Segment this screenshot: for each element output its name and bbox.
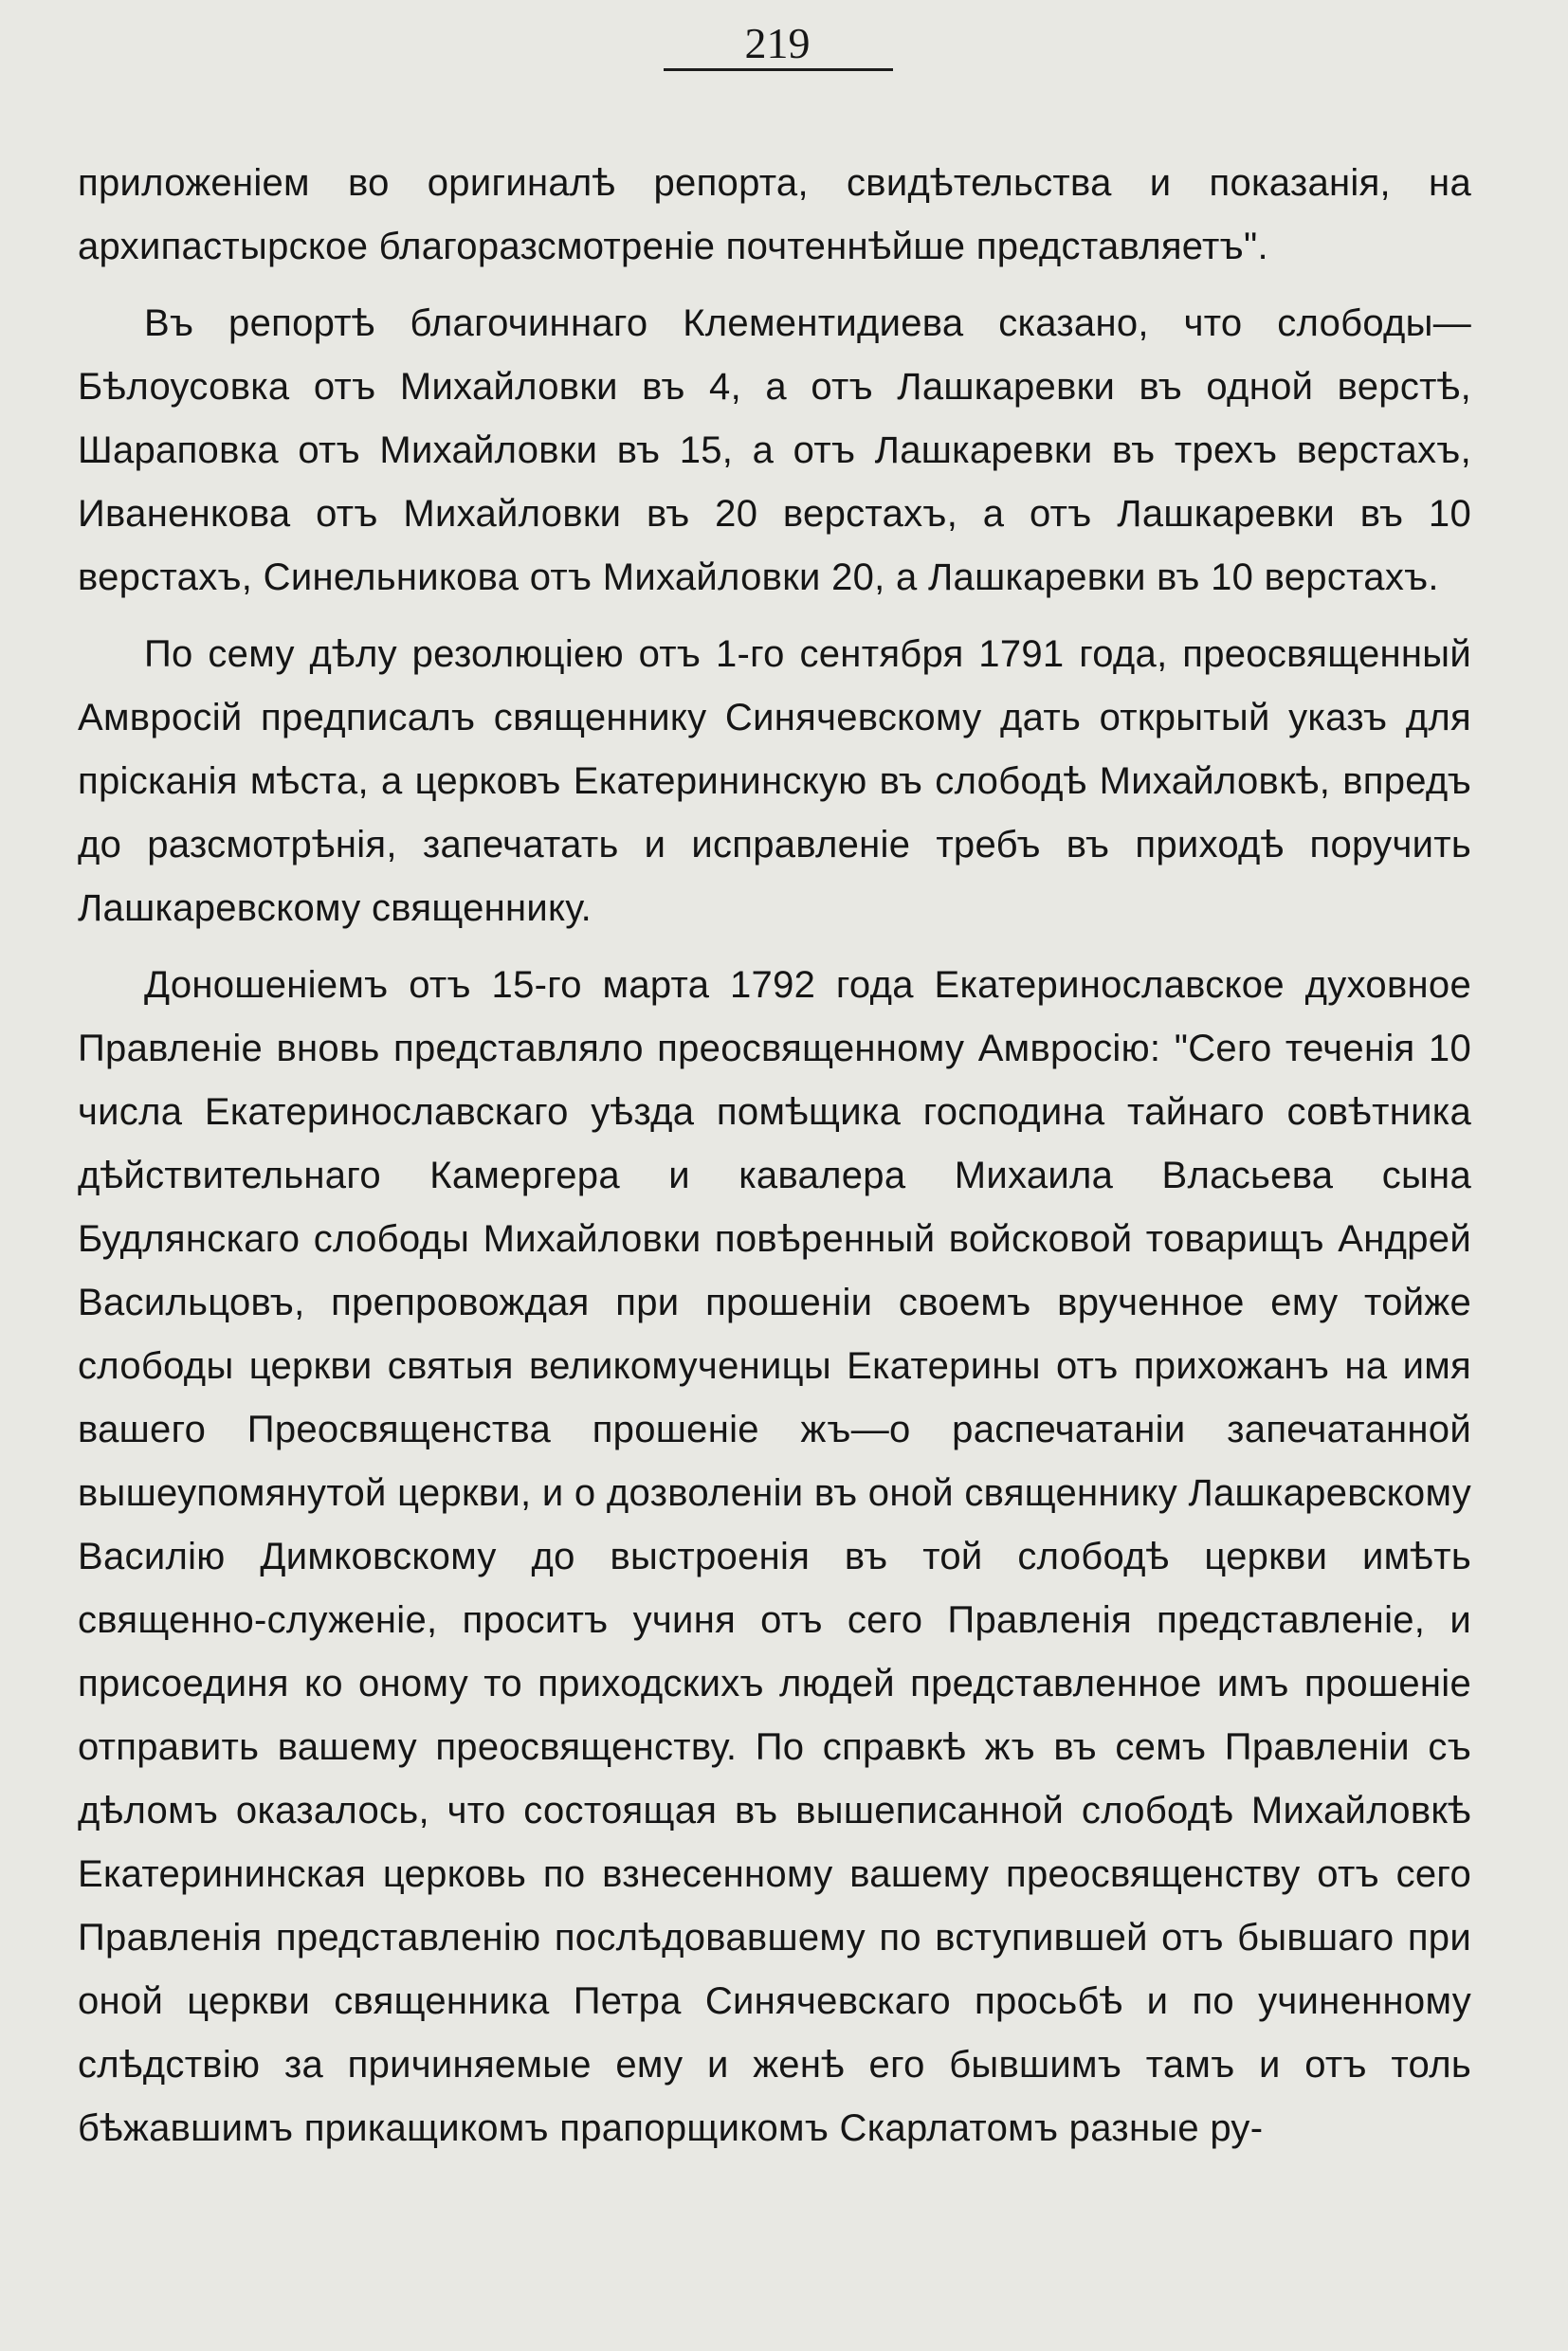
page-number: 219 <box>744 19 811 67</box>
paragraph-1: приложеніем во оригиналѣ репорта, свидѣтельства и показанія, на архипастырское благоразсмотреніе почтеннѣйше представляетъ". <box>78 162 1471 267</box>
paragraph-4: Доношеніемъ отъ 15-го марта 1792 года Екатеринославское духовное Правленіе вновь представляло преосвященному Амвросію: "Сего теченія 10 числа Екатеринославскаго уѣзда помѣщика господина тайнаго совѣтника дѣйствительнаго Камергера и кавалера Михаила Власьева сына Будлянскаго слободы Михайловки повѣренный войсковой товарищъ Андрей Васильцовъ, препровождая при прошеніи своемъ врученное ему тойже слободы церкви святыя великомученицы Екатерины отъ прихожанъ на имя вашего Преосвященства прошеніе жъ—о распечатаніи запечатанной вышеупомянутой церкви, и о дозволеніи въ оной священнику Лашкаревскому Василію Димковскому до выстроенія въ той слободѣ церкви имѣть священно-служеніе, проситъ учиня отъ сего Правленія представленіе, и присоединя ко оному то приходскихъ людей представленное имъ прошеніе отправить вашему преосвященству. По справкѣ жъ въ семъ Правленіи съ дѣломъ оказалось, что состоящая въ вышеписанной слободѣ Михайловкѣ Екатерининская церковь по взнесенному вашему преосвященству отъ сего Правленія представленію послѣдовавшему по вступившей отъ бывшаго при оной церкви священника Петра Синячевскаго просьбѣ и по учиненному слѣдствію за причиняемые ему и женѣ его бывшимъ тамъ и отъ толь бѣжавшимъ прикащикомъ прапорщикомъ Скарлатомъ разные ру- <box>78 964 1471 2149</box>
paragraph-2: Въ репортѣ благочиннаго Клементидиева сказано, что слободы—Бѣлоусовка отъ Михайловки въ 4, а отъ Лашкаревки въ одной верстѣ, Шараповка отъ Михайловки въ 15, а отъ Лашкаревки въ трехъ верстахъ, Иваненкова отъ Михайловки въ 20 верстахъ, а отъ Лашкаревки въ 10 верстахъ, Синельникова отъ Михайловки 20, а Лашкаревки въ 10 верстахъ. <box>78 302 1471 598</box>
paragraph-3: По сему дѣлу резолюціею отъ 1-го сентября 1791 года, преосвященный Амвросій предписалъ священнику Синячевскому дать открытый указъ для прісканія мѣста, а церковъ Екатерининскую въ слободѣ Михайловкѣ, впредъ до разсмотрѣнія, запечатать и исправленіе требъ въ приходѣ поручить Лашкаревскому священнику. <box>78 633 1471 929</box>
page-number-rule <box>664 68 893 71</box>
body-text <box>78 152 1471 2170</box>
